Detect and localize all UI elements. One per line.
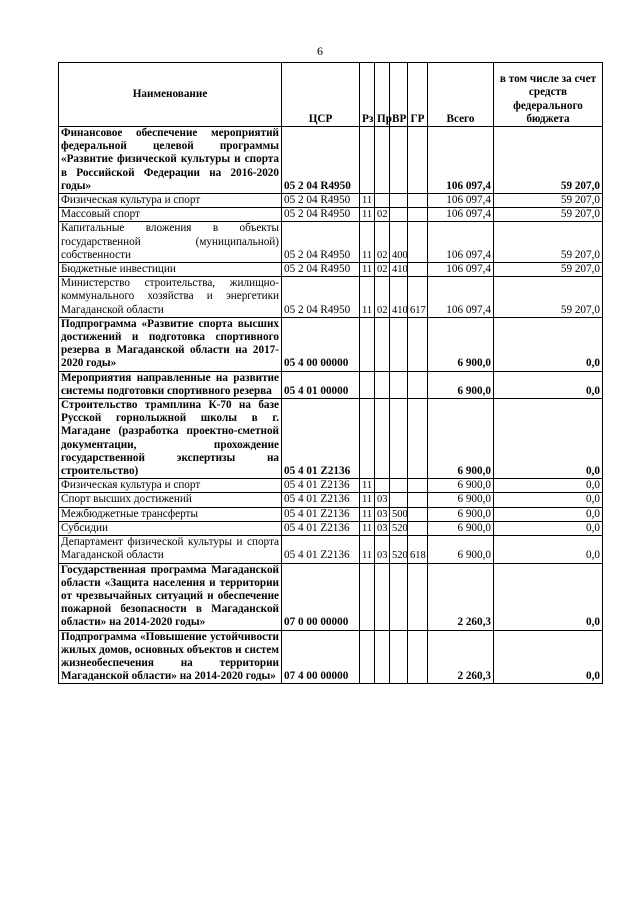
- cell-csr: 05 2 04 R4950: [282, 208, 360, 222]
- cell-gr: [408, 493, 428, 507]
- cell-csr: 05 4 01 Z2136: [282, 493, 360, 507]
- header-gr: ГР: [408, 63, 428, 127]
- cell-pr: [375, 127, 390, 194]
- header-rz: Рз: [360, 63, 375, 127]
- cell-rz: 11: [360, 194, 375, 208]
- cell-federal: 59 207,0: [494, 222, 603, 263]
- cell-vr: [390, 371, 408, 398]
- cell-federal: 0,0: [494, 563, 603, 630]
- cell-vr: [390, 493, 408, 507]
- cell-rz: 11: [360, 263, 375, 277]
- cell-name: Физическая культура и спорт: [59, 479, 282, 493]
- cell-pr: [375, 194, 390, 208]
- cell-rz: [360, 127, 375, 194]
- cell-vr: 400: [390, 222, 408, 263]
- cell-federal: 0,0: [494, 507, 603, 521]
- cell-federal: 0,0: [494, 371, 603, 398]
- table-row: [59, 371, 603, 398]
- cell-csr: 05 4 01 Z2136: [282, 521, 360, 535]
- cell-rz: 11: [360, 208, 375, 222]
- cell-total: 6 900,0: [428, 399, 494, 479]
- cell-vr: 410: [390, 277, 408, 318]
- cell-rz: 11: [360, 222, 375, 263]
- cell-federal: 0,0: [494, 521, 603, 535]
- cell-name: Массовый спорт: [59, 208, 282, 222]
- header-csr: ЦСР: [282, 63, 360, 127]
- cell-name: Департамент физической культуры и спорта Магаданской области: [59, 536, 282, 563]
- cell-name: Субсидии: [59, 521, 282, 535]
- cell-federal: 59 207,0: [494, 277, 603, 318]
- cell-gr: 618: [408, 536, 428, 563]
- cell-vr: [390, 630, 408, 684]
- cell-rz: [360, 563, 375, 630]
- cell-csr: 05 2 04 R4950: [282, 277, 360, 318]
- cell-name: Мероприятия направленные на развитие системы подготовки спортивного резерва: [59, 371, 282, 398]
- cell-pr: [375, 317, 390, 371]
- cell-total: 106 097,4: [428, 194, 494, 208]
- cell-rz: 11: [360, 507, 375, 521]
- cell-name: Министерство строительства, жилищно-коммунального хозяйства и энергетики Магаданской области: [59, 277, 282, 318]
- cell-name: Бюджетные инвестиции: [59, 263, 282, 277]
- cell-federal: 0,0: [494, 493, 603, 507]
- table-row: [59, 222, 603, 263]
- cell-gr: [408, 563, 428, 630]
- cell-vr: 410: [390, 263, 408, 277]
- page-number: 6: [317, 44, 323, 58]
- cell-csr: 05 4 01 Z2136: [282, 536, 360, 563]
- cell-rz: 11: [360, 277, 375, 318]
- table-row: [59, 563, 603, 630]
- cell-rz: [360, 317, 375, 371]
- cell-gr: [408, 317, 428, 371]
- cell-csr: 05 2 04 R4950: [282, 263, 360, 277]
- cell-name: Межбюджетные трансферты: [59, 507, 282, 521]
- cell-total: 2 260,3: [428, 630, 494, 684]
- cell-pr: [375, 371, 390, 398]
- cell-csr: 07 0 00 00000: [282, 563, 360, 630]
- cell-federal: 0,0: [494, 536, 603, 563]
- budget-table: [58, 62, 603, 684]
- table-row: [59, 399, 603, 479]
- cell-federal: 0,0: [494, 317, 603, 371]
- cell-pr: 03: [375, 521, 390, 535]
- cell-gr: [408, 127, 428, 194]
- cell-pr: 02: [375, 263, 390, 277]
- cell-csr: 05 4 01 Z2136: [282, 479, 360, 493]
- cell-pr: [375, 563, 390, 630]
- table-row: [59, 479, 603, 493]
- cell-rz: 11: [360, 536, 375, 563]
- cell-name: Спорт высших достижений: [59, 493, 282, 507]
- cell-name: Государственная программа Магаданской области «Защита населения и территории от чрезвычайных ситуаций и обеспечение пожарной безопасности в Магаданской области» на 2014-2020 годы»: [59, 563, 282, 630]
- cell-pr: 02: [375, 208, 390, 222]
- cell-federal: 59 207,0: [494, 194, 603, 208]
- cell-gr: [408, 521, 428, 535]
- cell-federal: 59 207,0: [494, 127, 603, 194]
- table-row: [59, 208, 603, 222]
- cell-vr: 520: [390, 536, 408, 563]
- cell-csr: 05 4 01 Z2136: [282, 399, 360, 479]
- cell-name: Строительство трамплина К-70 на базе Русской горнолыжной школы в г. Магадане (разработка проектно-сметной документации, прохождение государственной экспертизы на строительство): [59, 399, 282, 479]
- cell-gr: [408, 507, 428, 521]
- cell-gr: [408, 208, 428, 222]
- cell-name: Подпрограмма «Повышение устойчивости жилых домов, основных объектов и систем жизнеобеспечения на территории Магаданской области» на 2014-2020 годы»: [59, 630, 282, 684]
- cell-csr: 07 4 00 00000: [282, 630, 360, 684]
- cell-vr: 500: [390, 507, 408, 521]
- cell-federal: 59 207,0: [494, 263, 603, 277]
- cell-total: 2 260,3: [428, 563, 494, 630]
- table-row: [59, 493, 603, 507]
- cell-gr: [408, 630, 428, 684]
- cell-name: Капитальные вложения в объекты государственной (муниципальной) собственности: [59, 222, 282, 263]
- cell-name: Физическая культура и спорт: [59, 194, 282, 208]
- table-row: [59, 521, 603, 535]
- header-pr: Пр: [375, 63, 390, 127]
- cell-rz: 11: [360, 479, 375, 493]
- table-row: [59, 317, 603, 371]
- cell-gr: [408, 371, 428, 398]
- header-total: Всего: [428, 63, 494, 127]
- cell-pr: 03: [375, 507, 390, 521]
- cell-pr: 02: [375, 277, 390, 318]
- cell-csr: 05 2 04 R4950: [282, 222, 360, 263]
- cell-vr: [390, 208, 408, 222]
- cell-total: 106 097,4: [428, 127, 494, 194]
- cell-total: 106 097,4: [428, 263, 494, 277]
- cell-vr: [390, 399, 408, 479]
- cell-vr: [390, 317, 408, 371]
- cell-csr: 05 4 01 Z2136: [282, 507, 360, 521]
- cell-total: 6 900,0: [428, 521, 494, 535]
- cell-rz: 11: [360, 493, 375, 507]
- cell-gr: 617: [408, 277, 428, 318]
- cell-pr: [375, 630, 390, 684]
- cell-rz: [360, 630, 375, 684]
- cell-federal: 0,0: [494, 630, 603, 684]
- cell-gr: [408, 194, 428, 208]
- cell-vr: [390, 194, 408, 208]
- cell-gr: [408, 222, 428, 263]
- cell-name: Подпрограмма «Развитие спорта высших достижений и подготовка спортивного резерва в Магаданской области на 2017-2020 годы»: [59, 317, 282, 371]
- cell-gr: [408, 263, 428, 277]
- cell-gr: [408, 399, 428, 479]
- cell-pr: 02: [375, 222, 390, 263]
- cell-total: 6 900,0: [428, 536, 494, 563]
- cell-total: 6 900,0: [428, 479, 494, 493]
- cell-pr: [375, 479, 390, 493]
- cell-federal: 59 207,0: [494, 208, 603, 222]
- cell-vr: [390, 563, 408, 630]
- table-row: [59, 127, 603, 194]
- cell-federal: 0,0: [494, 399, 603, 479]
- header-federal: в том числе за счет средств федерального бюджета: [494, 63, 603, 127]
- table-header-row: [59, 63, 603, 127]
- cell-rz: [360, 371, 375, 398]
- cell-federal: 0,0: [494, 479, 603, 493]
- cell-total: 6 900,0: [428, 507, 494, 521]
- table-row: [59, 630, 603, 684]
- cell-vr: [390, 479, 408, 493]
- cell-rz: [360, 399, 375, 479]
- cell-total: 6 900,0: [428, 317, 494, 371]
- cell-csr: 05 2 04 R4950: [282, 127, 360, 194]
- cell-csr: 05 2 04 R4950: [282, 194, 360, 208]
- cell-total: 106 097,4: [428, 208, 494, 222]
- cell-total: 6 900,0: [428, 371, 494, 398]
- cell-vr: 520: [390, 521, 408, 535]
- table-row: [59, 536, 603, 563]
- table-row: [59, 277, 603, 318]
- cell-pr: 03: [375, 493, 390, 507]
- table-row: [59, 263, 603, 277]
- cell-vr: [390, 127, 408, 194]
- header-name: Наименование: [59, 63, 282, 127]
- cell-pr: 03: [375, 536, 390, 563]
- cell-csr: 05 4 01 00000: [282, 371, 360, 398]
- cell-rz: 11: [360, 521, 375, 535]
- header-vr: ВР: [390, 63, 408, 127]
- cell-csr: 05 4 00 00000: [282, 317, 360, 371]
- table-row: [59, 507, 603, 521]
- cell-total: 106 097,4: [428, 277, 494, 318]
- cell-gr: [408, 479, 428, 493]
- cell-total: 6 900,0: [428, 493, 494, 507]
- cell-pr: [375, 399, 390, 479]
- table-row: [59, 194, 603, 208]
- cell-name: Финансовое обеспечение мероприятий федеральной целевой программы «Развитие физической культуры и спорта в Российской Федерации на 2016-2020 годы»: [59, 127, 282, 194]
- cell-total: 106 097,4: [428, 222, 494, 263]
